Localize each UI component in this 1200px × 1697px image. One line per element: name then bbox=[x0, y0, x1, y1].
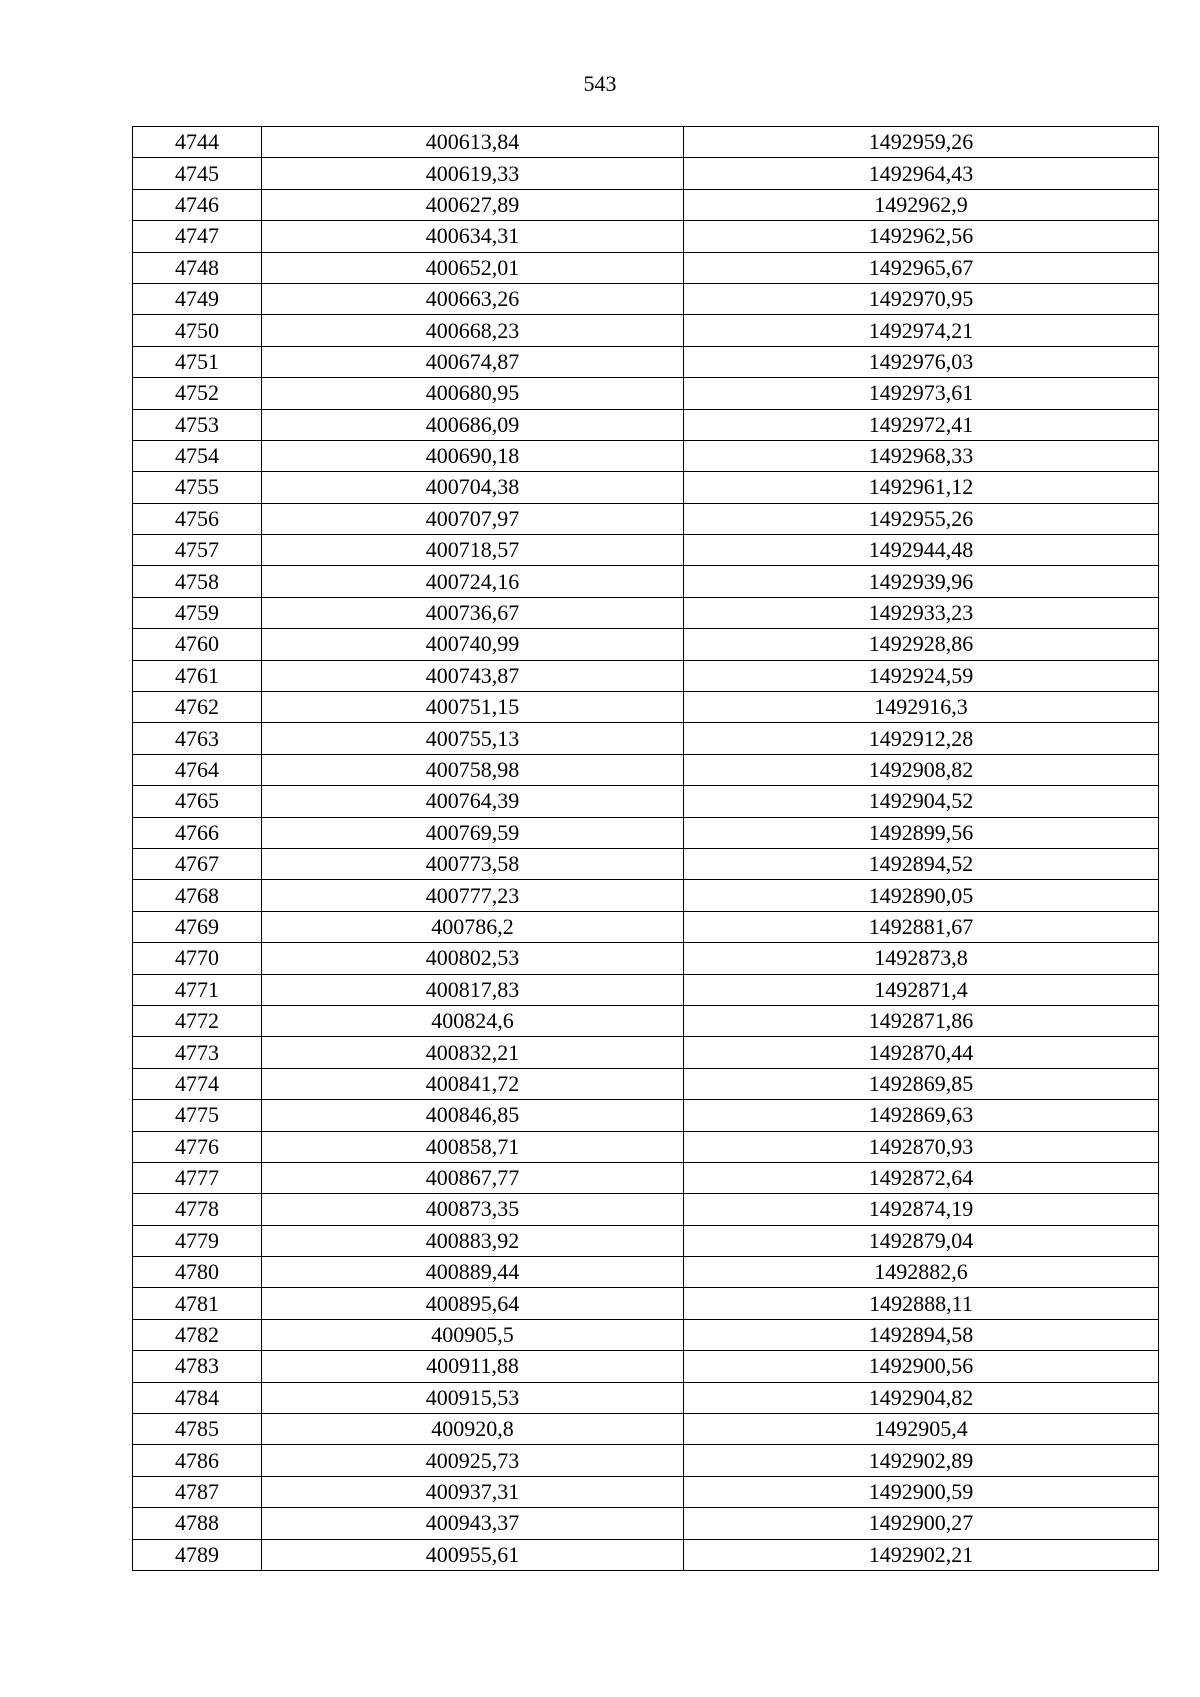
y-coordinate-cell: 1492900,56 bbox=[684, 1351, 1159, 1382]
point-number-cell: 4786 bbox=[133, 1445, 262, 1476]
y-coordinate-cell: 1492879,04 bbox=[684, 1225, 1159, 1256]
table-row bbox=[133, 1351, 1159, 1382]
table-row bbox=[133, 817, 1159, 848]
y-coordinate-cell: 1492870,93 bbox=[684, 1131, 1159, 1162]
table-row bbox=[133, 127, 1159, 158]
y-coordinate-cell: 1492894,58 bbox=[684, 1319, 1159, 1350]
point-number-cell: 4747 bbox=[133, 221, 262, 252]
table-row bbox=[133, 440, 1159, 471]
x-coordinate-cell: 400920,8 bbox=[262, 1414, 684, 1445]
point-number-cell: 4773 bbox=[133, 1037, 262, 1068]
x-coordinate-cell: 400724,16 bbox=[262, 566, 684, 597]
table-row bbox=[133, 535, 1159, 566]
page-number: 543 bbox=[583, 71, 617, 96]
x-coordinate-cell: 400755,13 bbox=[262, 723, 684, 754]
y-coordinate-cell: 1492962,56 bbox=[684, 221, 1159, 252]
x-coordinate-cell: 400690,18 bbox=[262, 440, 684, 471]
x-coordinate-cell: 400873,35 bbox=[262, 1194, 684, 1225]
y-coordinate-cell: 1492924,59 bbox=[684, 660, 1159, 691]
table-row bbox=[133, 566, 1159, 597]
y-coordinate-cell: 1492955,26 bbox=[684, 503, 1159, 534]
x-coordinate-cell: 400769,59 bbox=[262, 817, 684, 848]
y-coordinate-cell: 1492869,63 bbox=[684, 1100, 1159, 1131]
y-coordinate-cell: 1492902,21 bbox=[684, 1539, 1159, 1570]
table-row bbox=[133, 1288, 1159, 1319]
x-coordinate-cell: 400911,88 bbox=[262, 1351, 684, 1382]
table-row bbox=[133, 1319, 1159, 1350]
y-coordinate-cell: 1492902,89 bbox=[684, 1445, 1159, 1476]
point-number-cell: 4751 bbox=[133, 346, 262, 377]
y-coordinate-cell: 1492976,03 bbox=[684, 346, 1159, 377]
x-coordinate-cell: 400740,99 bbox=[262, 629, 684, 660]
table-row bbox=[133, 597, 1159, 628]
x-coordinate-cell: 400773,58 bbox=[262, 848, 684, 879]
y-coordinate-cell: 1492874,19 bbox=[684, 1194, 1159, 1225]
point-number-cell: 4770 bbox=[133, 943, 262, 974]
point-number-cell: 4766 bbox=[133, 817, 262, 848]
y-coordinate-cell: 1492882,6 bbox=[684, 1257, 1159, 1288]
table-row bbox=[133, 848, 1159, 879]
x-coordinate-cell: 400905,5 bbox=[262, 1319, 684, 1350]
point-number-cell: 4772 bbox=[133, 1005, 262, 1036]
x-coordinate-cell: 400925,73 bbox=[262, 1445, 684, 1476]
point-number-cell: 4748 bbox=[133, 252, 262, 283]
table-row bbox=[133, 1131, 1159, 1162]
x-coordinate-cell: 400867,77 bbox=[262, 1162, 684, 1193]
y-coordinate-cell: 1492908,82 bbox=[684, 754, 1159, 785]
x-coordinate-cell: 400663,26 bbox=[262, 283, 684, 314]
point-number-cell: 4771 bbox=[133, 974, 262, 1005]
coordinates-table bbox=[132, 126, 1159, 1571]
table-row bbox=[133, 1414, 1159, 1445]
table-row bbox=[133, 283, 1159, 314]
x-coordinate-cell: 400883,92 bbox=[262, 1225, 684, 1256]
x-coordinate-cell: 400895,64 bbox=[262, 1288, 684, 1319]
y-coordinate-cell: 1492894,52 bbox=[684, 848, 1159, 879]
y-coordinate-cell: 1492888,11 bbox=[684, 1288, 1159, 1319]
y-coordinate-cell: 1492928,86 bbox=[684, 629, 1159, 660]
y-coordinate-cell: 1492974,21 bbox=[684, 315, 1159, 346]
y-coordinate-cell: 1492939,96 bbox=[684, 566, 1159, 597]
y-coordinate-cell: 1492900,59 bbox=[684, 1476, 1159, 1507]
point-number-cell: 4784 bbox=[133, 1382, 262, 1413]
point-number-cell: 4788 bbox=[133, 1508, 262, 1539]
table-row bbox=[133, 1100, 1159, 1131]
table-row bbox=[133, 660, 1159, 691]
x-coordinate-cell: 400627,89 bbox=[262, 189, 684, 220]
x-coordinate-cell: 400680,95 bbox=[262, 378, 684, 409]
point-number-cell: 4749 bbox=[133, 283, 262, 314]
x-coordinate-cell: 400613,84 bbox=[262, 127, 684, 158]
table-row bbox=[133, 1225, 1159, 1256]
x-coordinate-cell: 400764,39 bbox=[262, 786, 684, 817]
y-coordinate-cell: 1492965,67 bbox=[684, 252, 1159, 283]
point-number-cell: 4753 bbox=[133, 409, 262, 440]
table-row bbox=[133, 943, 1159, 974]
x-coordinate-cell: 400743,87 bbox=[262, 660, 684, 691]
point-number-cell: 4744 bbox=[133, 127, 262, 158]
x-coordinate-cell: 400841,72 bbox=[262, 1068, 684, 1099]
x-coordinate-cell: 400832,21 bbox=[262, 1037, 684, 1068]
x-coordinate-cell: 400674,87 bbox=[262, 346, 684, 377]
point-number-cell: 4757 bbox=[133, 535, 262, 566]
y-coordinate-cell: 1492870,44 bbox=[684, 1037, 1159, 1068]
y-coordinate-cell: 1492973,61 bbox=[684, 378, 1159, 409]
table-row bbox=[133, 1257, 1159, 1288]
x-coordinate-cell: 400751,15 bbox=[262, 692, 684, 723]
table-row bbox=[133, 629, 1159, 660]
y-coordinate-cell: 1492873,8 bbox=[684, 943, 1159, 974]
table-row bbox=[133, 1162, 1159, 1193]
coordinates-table-body bbox=[133, 127, 1159, 1571]
table-row bbox=[133, 1194, 1159, 1225]
x-coordinate-cell: 400736,67 bbox=[262, 597, 684, 628]
point-number-cell: 4769 bbox=[133, 911, 262, 942]
x-coordinate-cell: 400668,23 bbox=[262, 315, 684, 346]
x-coordinate-cell: 400777,23 bbox=[262, 880, 684, 911]
point-number-cell: 4745 bbox=[133, 158, 262, 189]
y-coordinate-cell: 1492968,33 bbox=[684, 440, 1159, 471]
point-number-cell: 4765 bbox=[133, 786, 262, 817]
point-number-cell: 4755 bbox=[133, 472, 262, 503]
point-number-cell: 4752 bbox=[133, 378, 262, 409]
x-coordinate-cell: 400955,61 bbox=[262, 1539, 684, 1570]
y-coordinate-cell: 1492881,67 bbox=[684, 911, 1159, 942]
y-coordinate-cell: 1492959,26 bbox=[684, 127, 1159, 158]
x-coordinate-cell: 400634,31 bbox=[262, 221, 684, 252]
point-number-cell: 4764 bbox=[133, 754, 262, 785]
table-row bbox=[133, 1382, 1159, 1413]
point-number-cell: 4787 bbox=[133, 1476, 262, 1507]
table-row bbox=[133, 1476, 1159, 1507]
x-coordinate-cell: 400704,38 bbox=[262, 472, 684, 503]
y-coordinate-cell: 1492933,23 bbox=[684, 597, 1159, 628]
table-row bbox=[133, 346, 1159, 377]
y-coordinate-cell: 1492869,85 bbox=[684, 1068, 1159, 1099]
point-number-cell: 4746 bbox=[133, 189, 262, 220]
y-coordinate-cell: 1492871,86 bbox=[684, 1005, 1159, 1036]
table-row bbox=[133, 1068, 1159, 1099]
point-number-cell: 4750 bbox=[133, 315, 262, 346]
point-number-cell: 4777 bbox=[133, 1162, 262, 1193]
x-coordinate-cell: 400824,6 bbox=[262, 1005, 684, 1036]
x-coordinate-cell: 400758,98 bbox=[262, 754, 684, 785]
table-row bbox=[133, 1037, 1159, 1068]
point-number-cell: 4756 bbox=[133, 503, 262, 534]
table-row bbox=[133, 692, 1159, 723]
x-coordinate-cell: 400686,09 bbox=[262, 409, 684, 440]
x-coordinate-cell: 400937,31 bbox=[262, 1476, 684, 1507]
point-number-cell: 4780 bbox=[133, 1257, 262, 1288]
x-coordinate-cell: 400802,53 bbox=[262, 943, 684, 974]
y-coordinate-cell: 1492899,56 bbox=[684, 817, 1159, 848]
table-row bbox=[133, 409, 1159, 440]
table-row bbox=[133, 1539, 1159, 1570]
table-row bbox=[133, 158, 1159, 189]
table-row bbox=[133, 911, 1159, 942]
point-number-cell: 4782 bbox=[133, 1319, 262, 1350]
point-number-cell: 4761 bbox=[133, 660, 262, 691]
y-coordinate-cell: 1492905,4 bbox=[684, 1414, 1159, 1445]
point-number-cell: 4785 bbox=[133, 1414, 262, 1445]
y-coordinate-cell: 1492890,05 bbox=[684, 880, 1159, 911]
point-number-cell: 4754 bbox=[133, 440, 262, 471]
table-row bbox=[133, 189, 1159, 220]
point-number-cell: 4760 bbox=[133, 629, 262, 660]
table-row bbox=[133, 880, 1159, 911]
y-coordinate-cell: 1492871,4 bbox=[684, 974, 1159, 1005]
table-row bbox=[133, 723, 1159, 754]
x-coordinate-cell: 400943,37 bbox=[262, 1508, 684, 1539]
y-coordinate-cell: 1492944,48 bbox=[684, 535, 1159, 566]
table-row bbox=[133, 378, 1159, 409]
y-coordinate-cell: 1492970,95 bbox=[684, 283, 1159, 314]
point-number-cell: 4768 bbox=[133, 880, 262, 911]
point-number-cell: 4767 bbox=[133, 848, 262, 879]
y-coordinate-cell: 1492912,28 bbox=[684, 723, 1159, 754]
y-coordinate-cell: 1492962,9 bbox=[684, 189, 1159, 220]
y-coordinate-cell: 1492904,82 bbox=[684, 1382, 1159, 1413]
x-coordinate-cell: 400652,01 bbox=[262, 252, 684, 283]
table-row bbox=[133, 786, 1159, 817]
x-coordinate-cell: 400858,71 bbox=[262, 1131, 684, 1162]
table-row bbox=[133, 974, 1159, 1005]
point-number-cell: 4789 bbox=[133, 1539, 262, 1570]
point-number-cell: 4774 bbox=[133, 1068, 262, 1099]
x-coordinate-cell: 400786,2 bbox=[262, 911, 684, 942]
y-coordinate-cell: 1492961,12 bbox=[684, 472, 1159, 503]
x-coordinate-cell: 400817,83 bbox=[262, 974, 684, 1005]
table-row bbox=[133, 754, 1159, 785]
point-number-cell: 4762 bbox=[133, 692, 262, 723]
table-row bbox=[133, 1508, 1159, 1539]
point-number-cell: 4758 bbox=[133, 566, 262, 597]
y-coordinate-cell: 1492904,52 bbox=[684, 786, 1159, 817]
point-number-cell: 4759 bbox=[133, 597, 262, 628]
x-coordinate-cell: 400718,57 bbox=[262, 535, 684, 566]
point-number-cell: 4783 bbox=[133, 1351, 262, 1382]
x-coordinate-cell: 400707,97 bbox=[262, 503, 684, 534]
table-row bbox=[133, 221, 1159, 252]
y-coordinate-cell: 1492872,64 bbox=[684, 1162, 1159, 1193]
point-number-cell: 4763 bbox=[133, 723, 262, 754]
point-number-cell: 4778 bbox=[133, 1194, 262, 1225]
x-coordinate-cell: 400846,85 bbox=[262, 1100, 684, 1131]
table-row bbox=[133, 472, 1159, 503]
point-number-cell: 4779 bbox=[133, 1225, 262, 1256]
y-coordinate-cell: 1492964,43 bbox=[684, 158, 1159, 189]
table-row bbox=[133, 1005, 1159, 1036]
x-coordinate-cell: 400889,44 bbox=[262, 1257, 684, 1288]
y-coordinate-cell: 1492916,3 bbox=[684, 692, 1159, 723]
point-number-cell: 4776 bbox=[133, 1131, 262, 1162]
table-row bbox=[133, 1445, 1159, 1476]
point-number-cell: 4781 bbox=[133, 1288, 262, 1319]
x-coordinate-cell: 400915,53 bbox=[262, 1382, 684, 1413]
x-coordinate-cell: 400619,33 bbox=[262, 158, 684, 189]
table-row bbox=[133, 252, 1159, 283]
y-coordinate-cell: 1492972,41 bbox=[684, 409, 1159, 440]
y-coordinate-cell: 1492900,27 bbox=[684, 1508, 1159, 1539]
table-row bbox=[133, 315, 1159, 346]
table-row bbox=[133, 503, 1159, 534]
point-number-cell: 4775 bbox=[133, 1100, 262, 1131]
